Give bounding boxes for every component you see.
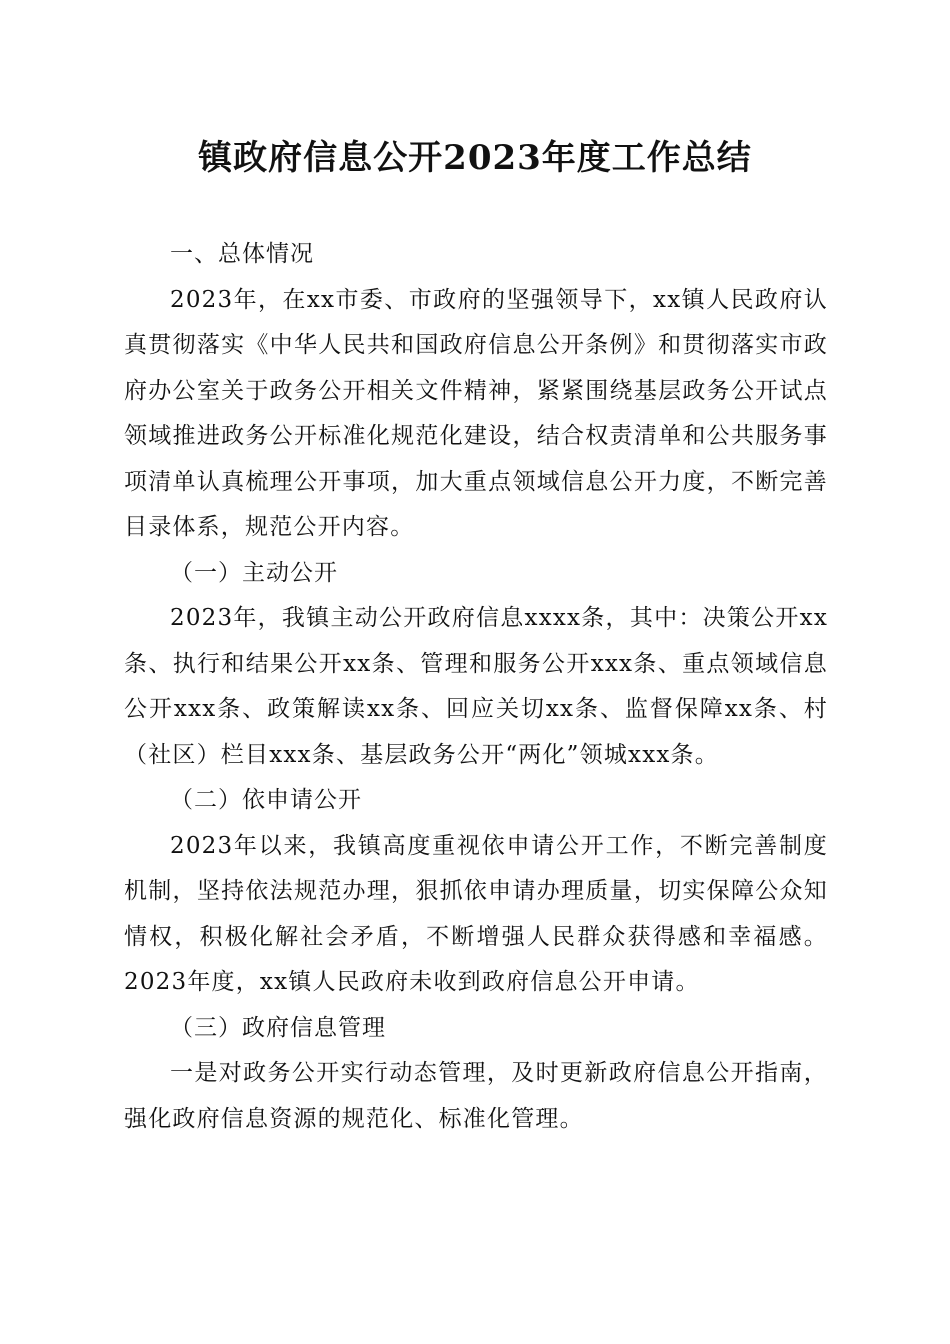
paragraph-proactive-disclosure: 2023年，我镇主动公开政府信息xxxx条，其中：决策公开xx条、执行和结果公开xx条、管理和服务公开xxx条、重点领域信息公开xxx条、政策解读xx条、回应关切xx条、监督保障xx条、村（社区）栏目xxx条、基层政务公开“两化”领城xxx条。 — [124, 605, 828, 768]
paragraph-information-management: 一是对政务公开实行动态管理，及时更新政府信息公开指南，强化政府信息资源的规范化、标准化管理。 — [124, 1060, 828, 1132]
subsection-heading-information-management: （三）政府信息管理 — [170, 1014, 386, 1041]
section-heading-overall: 一、总体情况 — [170, 241, 314, 267]
document-body — [124, 232, 828, 1142]
document-title: 镇政府信息公开2023年度工作总结 — [198, 138, 752, 178]
subsection-heading-proactive-disclosure: （一）主动公开 — [170, 559, 338, 586]
paragraph-overall: 2023年，在xx市委、市政府的坚强领导下，xx镇人民政府认真贯彻落实《中华人民共和国政府信息公开条例》和贯彻落实市政府办公室关于政务公开相关文件精神，紧紧围绕基层政务公开试点领域推进政务公开标准化规范化建设，结合权责清单和公共服务事项清单认真梳理公开事项，加大重点领域信息公开力度，不断完善目录体系，规范公开内容。 — [124, 286, 828, 540]
paragraph-disclosure-on-request: 2023年以来，我镇高度重视依申请公开工作，不断完善制度机制，坚持依法规范办理，狠抓依申请办理质量，切实保障公众知情权，积极化解社会矛盾，不断增强人民群众获得感和幸福感。2023年度，xx镇人民政府未收到政府信息公开申请。 — [124, 832, 828, 995]
subsection-heading-disclosure-on-request: （二）依申请公开 — [170, 787, 362, 813]
